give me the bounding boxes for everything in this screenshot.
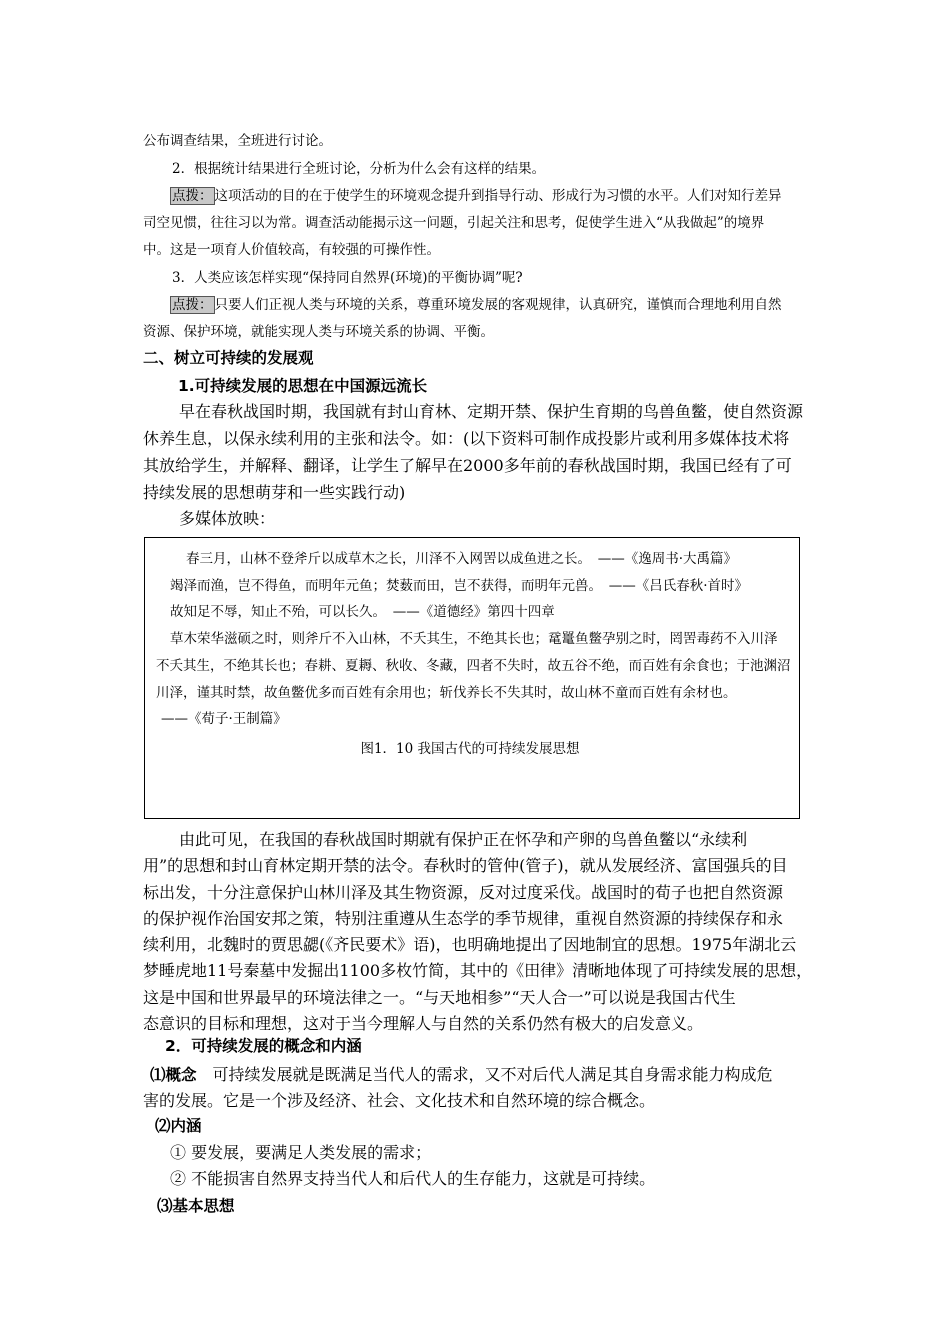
paragraph-line: 用”的思想和封山育林定期开禁的法令。春秋时的管仲(管子)，就从发展经济、富国强兵的目 xyxy=(143,856,788,875)
paragraph-line: 的保护视作治国安邦之策，特别注重遵从生态学的季节规律，重视自然资源的持续保存和永 xyxy=(143,909,784,928)
paragraph-line: 标出发，十分注意保护山林川泽及其生物资源，反对过度采伐。战国时的荀子也把自然资源 xyxy=(143,883,784,902)
media-label: 多媒体放映： xyxy=(179,509,276,528)
quote-line: 竭泽而渔，岂不得鱼，而明年元鱼；焚薮而田，岂不获得，而明年元兽。 ——《吕氏春秋·首时》 xyxy=(170,578,749,594)
hint-tag: 点拨： xyxy=(172,297,213,313)
quote-source: ——《荀子·王制篇》 xyxy=(161,711,287,727)
section-heading: 二、树立可持续的发展观 xyxy=(143,349,314,367)
question-item-2: 2．根据统计结果进行全班讨论，分析为什么会有这样的结果。 xyxy=(172,161,546,177)
paragraph-line: 其放给学生，并解释、翻译，让学生了解早在2000多年前的春秋战国时期，我国已经有了可 xyxy=(143,456,792,475)
note-line: 司空见惯，往往习以为常。调查活动能揭示这一问题，引起关注和思考，促使学生进入“从我做起”的境界 xyxy=(143,215,765,231)
concept-line xyxy=(150,1063,820,1087)
connotation-item: ② 不能损害自然界支持当代人和后代人的生存能力，这就是可持续。 xyxy=(170,1169,656,1188)
quote-line: 春三月，山林不登斧斤以成草木之长，川泽不入网罟以成鱼进之长。 ——《逸周书·大禹篇》 xyxy=(186,551,738,567)
basic-idea-label: ⑶基本思想 xyxy=(157,1197,235,1215)
text-line: 公布调查结果，全班进行讨论。 xyxy=(143,133,332,149)
quote-line: 草木荣华滋硕之时，则斧斤不入山林，不夭其生，不绝其长也；鼋鼍鱼鳖孕别之时，罔罟毒药不入川泽 xyxy=(170,631,778,647)
concept-text: 可持续发展就是既满足当代人的需求，又不对后代人满足其自身需求能力构成危 xyxy=(212,1065,773,1084)
paragraph-line: 早在春秋战国时期，我国就有封山育林、定期开禁、保护生育期的鸟兽鱼鳖，使自然资源 xyxy=(179,402,804,421)
figure-caption: 图1．10 我国古代的可持续发展思想 xyxy=(360,741,580,757)
concept-line: 害的发展。它是一个涉及经济、社会、文化技术和自然环境的综合概念。 xyxy=(143,1091,656,1110)
note-text: 只要人们正视人类与环境的关系，尊重环境发展的客观规律，认真研究，谨慎而合理地利用自然 xyxy=(214,297,782,313)
quote-line: 不夭其生，不绝其长也；春耕、夏耨、秋收、冬藏，四者不失时，故五谷不绝，而百姓有余食也；于池渊沼 xyxy=(156,658,791,674)
note-line xyxy=(170,295,840,315)
subsection-heading: 1.可持续发展的思想在中国源远流长 xyxy=(178,377,428,395)
paragraph-line: 休养生息，以保永续利用的主张和法令。如：(以下资料可制作成投影片或利用多媒体技术将 xyxy=(143,429,790,448)
paragraph-line: 梦睡虎地11号秦墓中发掘出1100多枚竹简，其中的《田律》清晰地体现了可持续发展的思想， xyxy=(143,961,813,980)
paragraph-line: 由此可见，在我国的春秋战国时期就有保护正在怀孕和产卵的鸟兽鱼鳖以“永续利 xyxy=(179,830,748,849)
note-line: 中。这是一项育人价值较高，有较强的可操作性。 xyxy=(143,242,440,258)
note-line xyxy=(170,186,840,206)
quote-line: 川泽，谨其时禁，故鱼鳖优多而百姓有余用也；斩伐养长不失其时，故山林不童而百姓有余材也。 xyxy=(156,685,737,701)
quote-line: 故知足不辱，知止不殆，可以长久。 ——《道德经》第四十四章 xyxy=(170,604,555,620)
subsection-heading: 2．可持续发展的概念和内涵 xyxy=(165,1037,362,1055)
hint-tag: 点拨： xyxy=(172,188,213,204)
question-item-3: 3．人类应该怎样实现“保持同自然界(环境)的平衡协调”呢? xyxy=(172,270,523,286)
paragraph-line: 这是中国和世界最早的环境法律之一。“与天地相参”“天人合一”可以说是我国古代生 xyxy=(143,988,736,1007)
figure-box xyxy=(144,537,800,819)
connotation-label: ⑵内涵 xyxy=(155,1117,202,1135)
connotation-item: ① 要发展，要满足人类发展的需求； xyxy=(170,1143,432,1162)
paragraph-line: 持续发展的思想萌芽和一些实践行动) xyxy=(143,483,406,502)
paragraph-line: 态意识的目标和理想，这对于当今理解人与自然的关系仍然有极大的启发意义。 xyxy=(143,1014,704,1033)
concept-label: ⑴概念 xyxy=(150,1066,197,1084)
paragraph-line: 续利用，北魏时的贾思勰(《齐民要术》语)，也明确地提出了因地制宜的思想。1975年湖北云 xyxy=(143,935,797,954)
note-line: 资源、保护环境，就能实现人类与环境关系的协调、平衡。 xyxy=(143,324,494,340)
note-text: 这项活动的目的在于使学生的环境观念提升到指导行动、形成行为习惯的水平。人们对知行差异 xyxy=(214,188,782,204)
